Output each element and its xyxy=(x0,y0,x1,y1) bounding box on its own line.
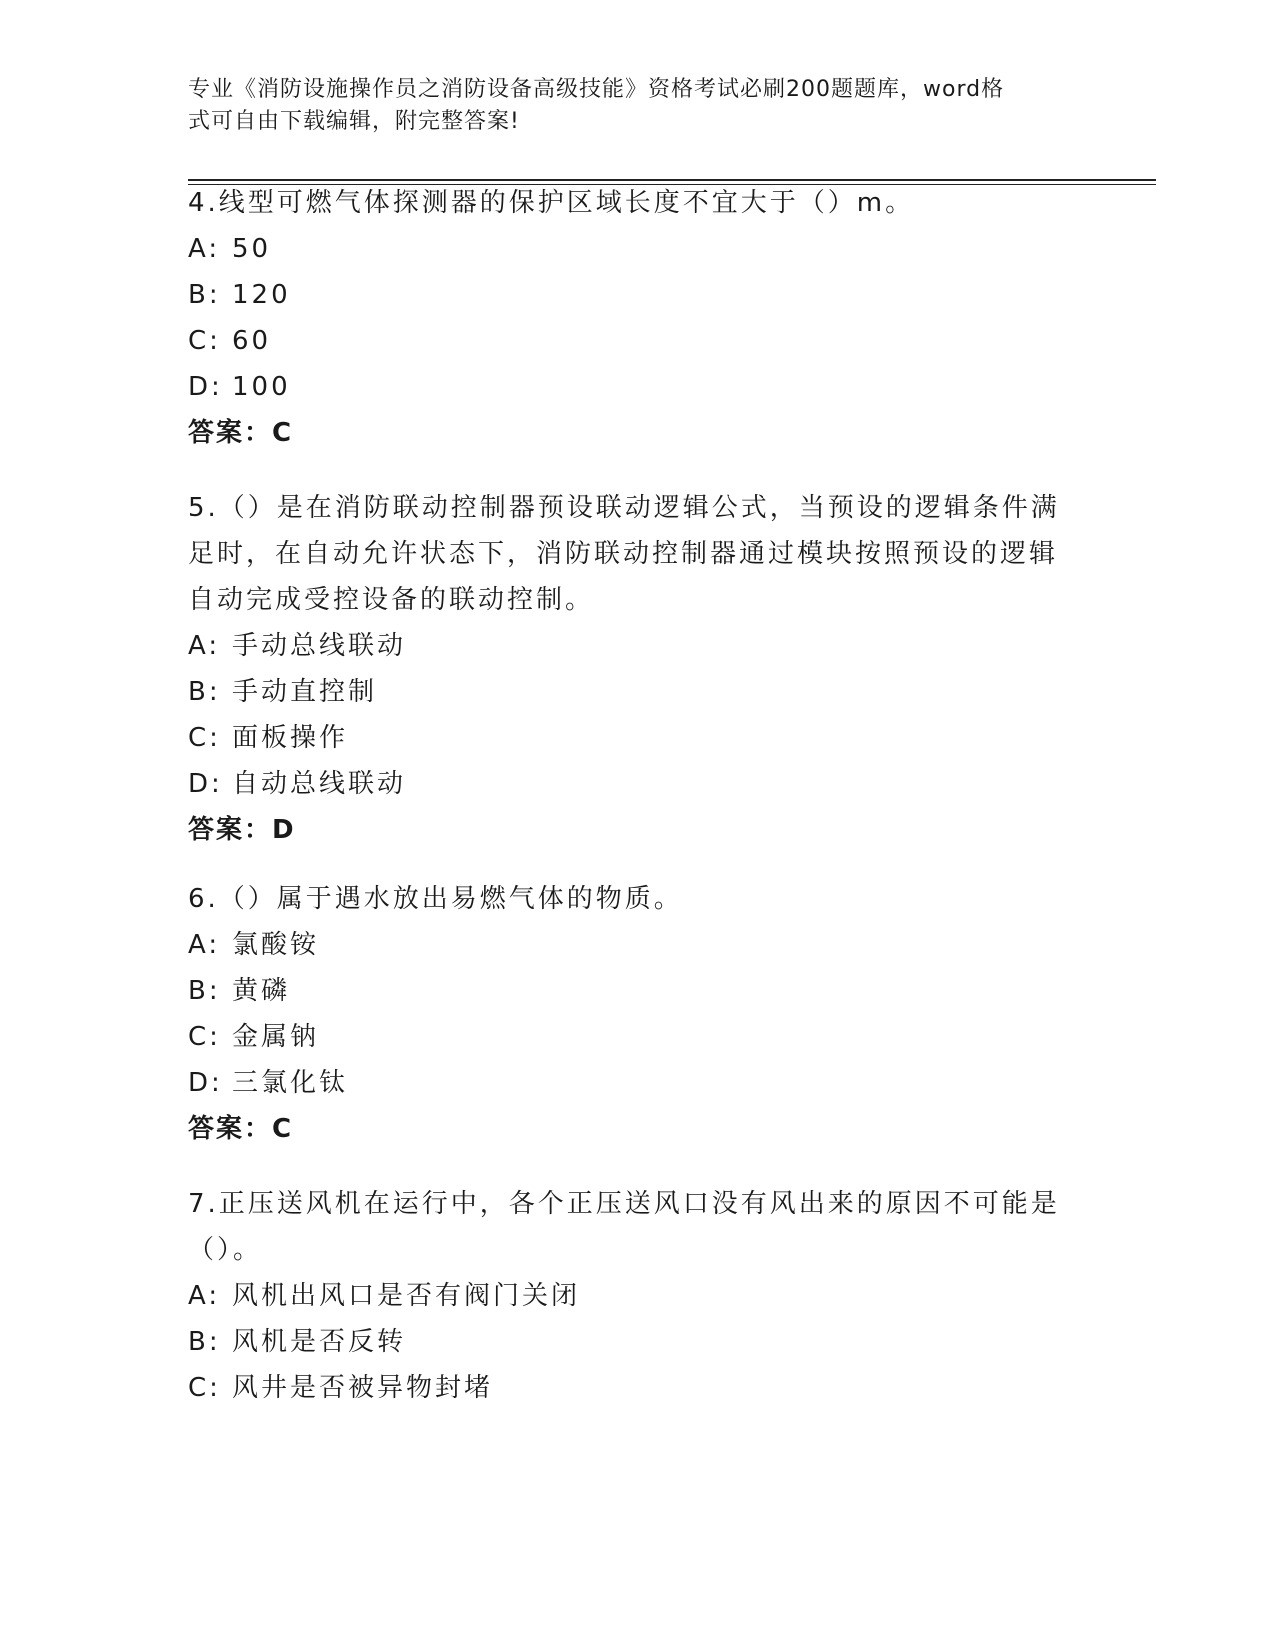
option-c xyxy=(188,318,1068,364)
option-d xyxy=(188,364,1068,410)
option-letter: C: xyxy=(188,1373,221,1403)
option-text: 手动直控制 xyxy=(232,677,378,707)
option-text: 50 xyxy=(232,234,272,264)
question-stem-line: 5.（）是在消防联动控制器预设联动逻辑公式，当预设的逻辑条件满 xyxy=(188,493,1060,523)
option-text: 黄磷 xyxy=(232,976,291,1006)
option-text: 三氯化钛 xyxy=(232,1068,349,1098)
option-d xyxy=(188,1060,1068,1106)
option-text: 120 xyxy=(232,280,291,310)
option-letter: B: xyxy=(188,1327,221,1357)
answer-label: 答案：C xyxy=(188,418,294,448)
answer-label: 答案：C xyxy=(188,1114,294,1144)
option-a xyxy=(188,922,1068,968)
header-line-2: 式可自由下载编辑，附完整答案! xyxy=(188,109,520,134)
question-stem-line: 7.正压送风机在运行中，各个正压送风口没有风出来的原因不可能是 xyxy=(188,1189,1060,1219)
question-6 xyxy=(188,876,1068,1152)
option-c xyxy=(188,1014,1068,1060)
option-text: 自动总线联动 xyxy=(232,769,407,799)
question-stem-line: 足时，在自动允许状态下，消防联动控制器通过模块按照预设的逻辑 xyxy=(188,539,1059,569)
option-b xyxy=(188,968,1068,1014)
option-a xyxy=(188,1273,1068,1319)
option-text: 氯酸铵 xyxy=(232,930,320,960)
option-text: 风机是否反转 xyxy=(232,1327,407,1357)
option-letter: D: xyxy=(188,372,223,402)
option-b xyxy=(188,1319,1068,1365)
option-letter: C: xyxy=(188,1022,221,1052)
option-letter: A: xyxy=(188,1281,221,1311)
question-stem-line: 4.线型可燃气体探测器的保护区域长度不宜大于（）m。 xyxy=(188,188,915,218)
option-text: 金属钠 xyxy=(232,1022,320,1052)
question-7 xyxy=(188,1181,1068,1411)
option-text: 100 xyxy=(232,372,291,402)
option-text: 风井是否被异物封堵 xyxy=(232,1373,494,1403)
option-letter: B: xyxy=(188,976,221,1006)
option-text: 60 xyxy=(232,326,272,356)
option-letter: D: xyxy=(188,1068,223,1098)
option-letter: C: xyxy=(188,326,221,356)
option-letter: A: xyxy=(188,930,221,960)
option-letter: C: xyxy=(188,723,221,753)
question-4 xyxy=(188,180,1068,456)
option-a xyxy=(188,226,1068,272)
option-text: 风机出风口是否有阀门关闭 xyxy=(232,1281,581,1311)
option-c xyxy=(188,715,1068,761)
option-d xyxy=(188,761,1068,807)
option-letter: A: xyxy=(188,631,221,661)
option-text: 手动总线联动 xyxy=(232,631,407,661)
option-letter: D: xyxy=(188,769,223,799)
question-stem-line: 自动完成受控设备的联动控制。 xyxy=(188,585,595,615)
option-text: 面板操作 xyxy=(232,723,349,753)
option-letter: B: xyxy=(188,280,221,310)
answer-label: 答案：D xyxy=(188,815,296,845)
option-a xyxy=(188,623,1068,669)
question-stem-line: 6.（）属于遇水放出易燃气体的物质。 xyxy=(188,884,683,914)
option-c xyxy=(188,1365,1068,1411)
option-b xyxy=(188,669,1068,715)
option-b xyxy=(188,272,1068,318)
question-stem-line: （）。 xyxy=(188,1235,263,1265)
question-5 xyxy=(188,485,1068,853)
option-letter: A: xyxy=(188,234,221,264)
option-letter: B: xyxy=(188,677,221,707)
document-header xyxy=(188,74,1068,138)
header-line-1: 专业《消防设施操作员之消防设备高级技能》资格考试必刷200题题库，word格 xyxy=(188,77,1005,102)
